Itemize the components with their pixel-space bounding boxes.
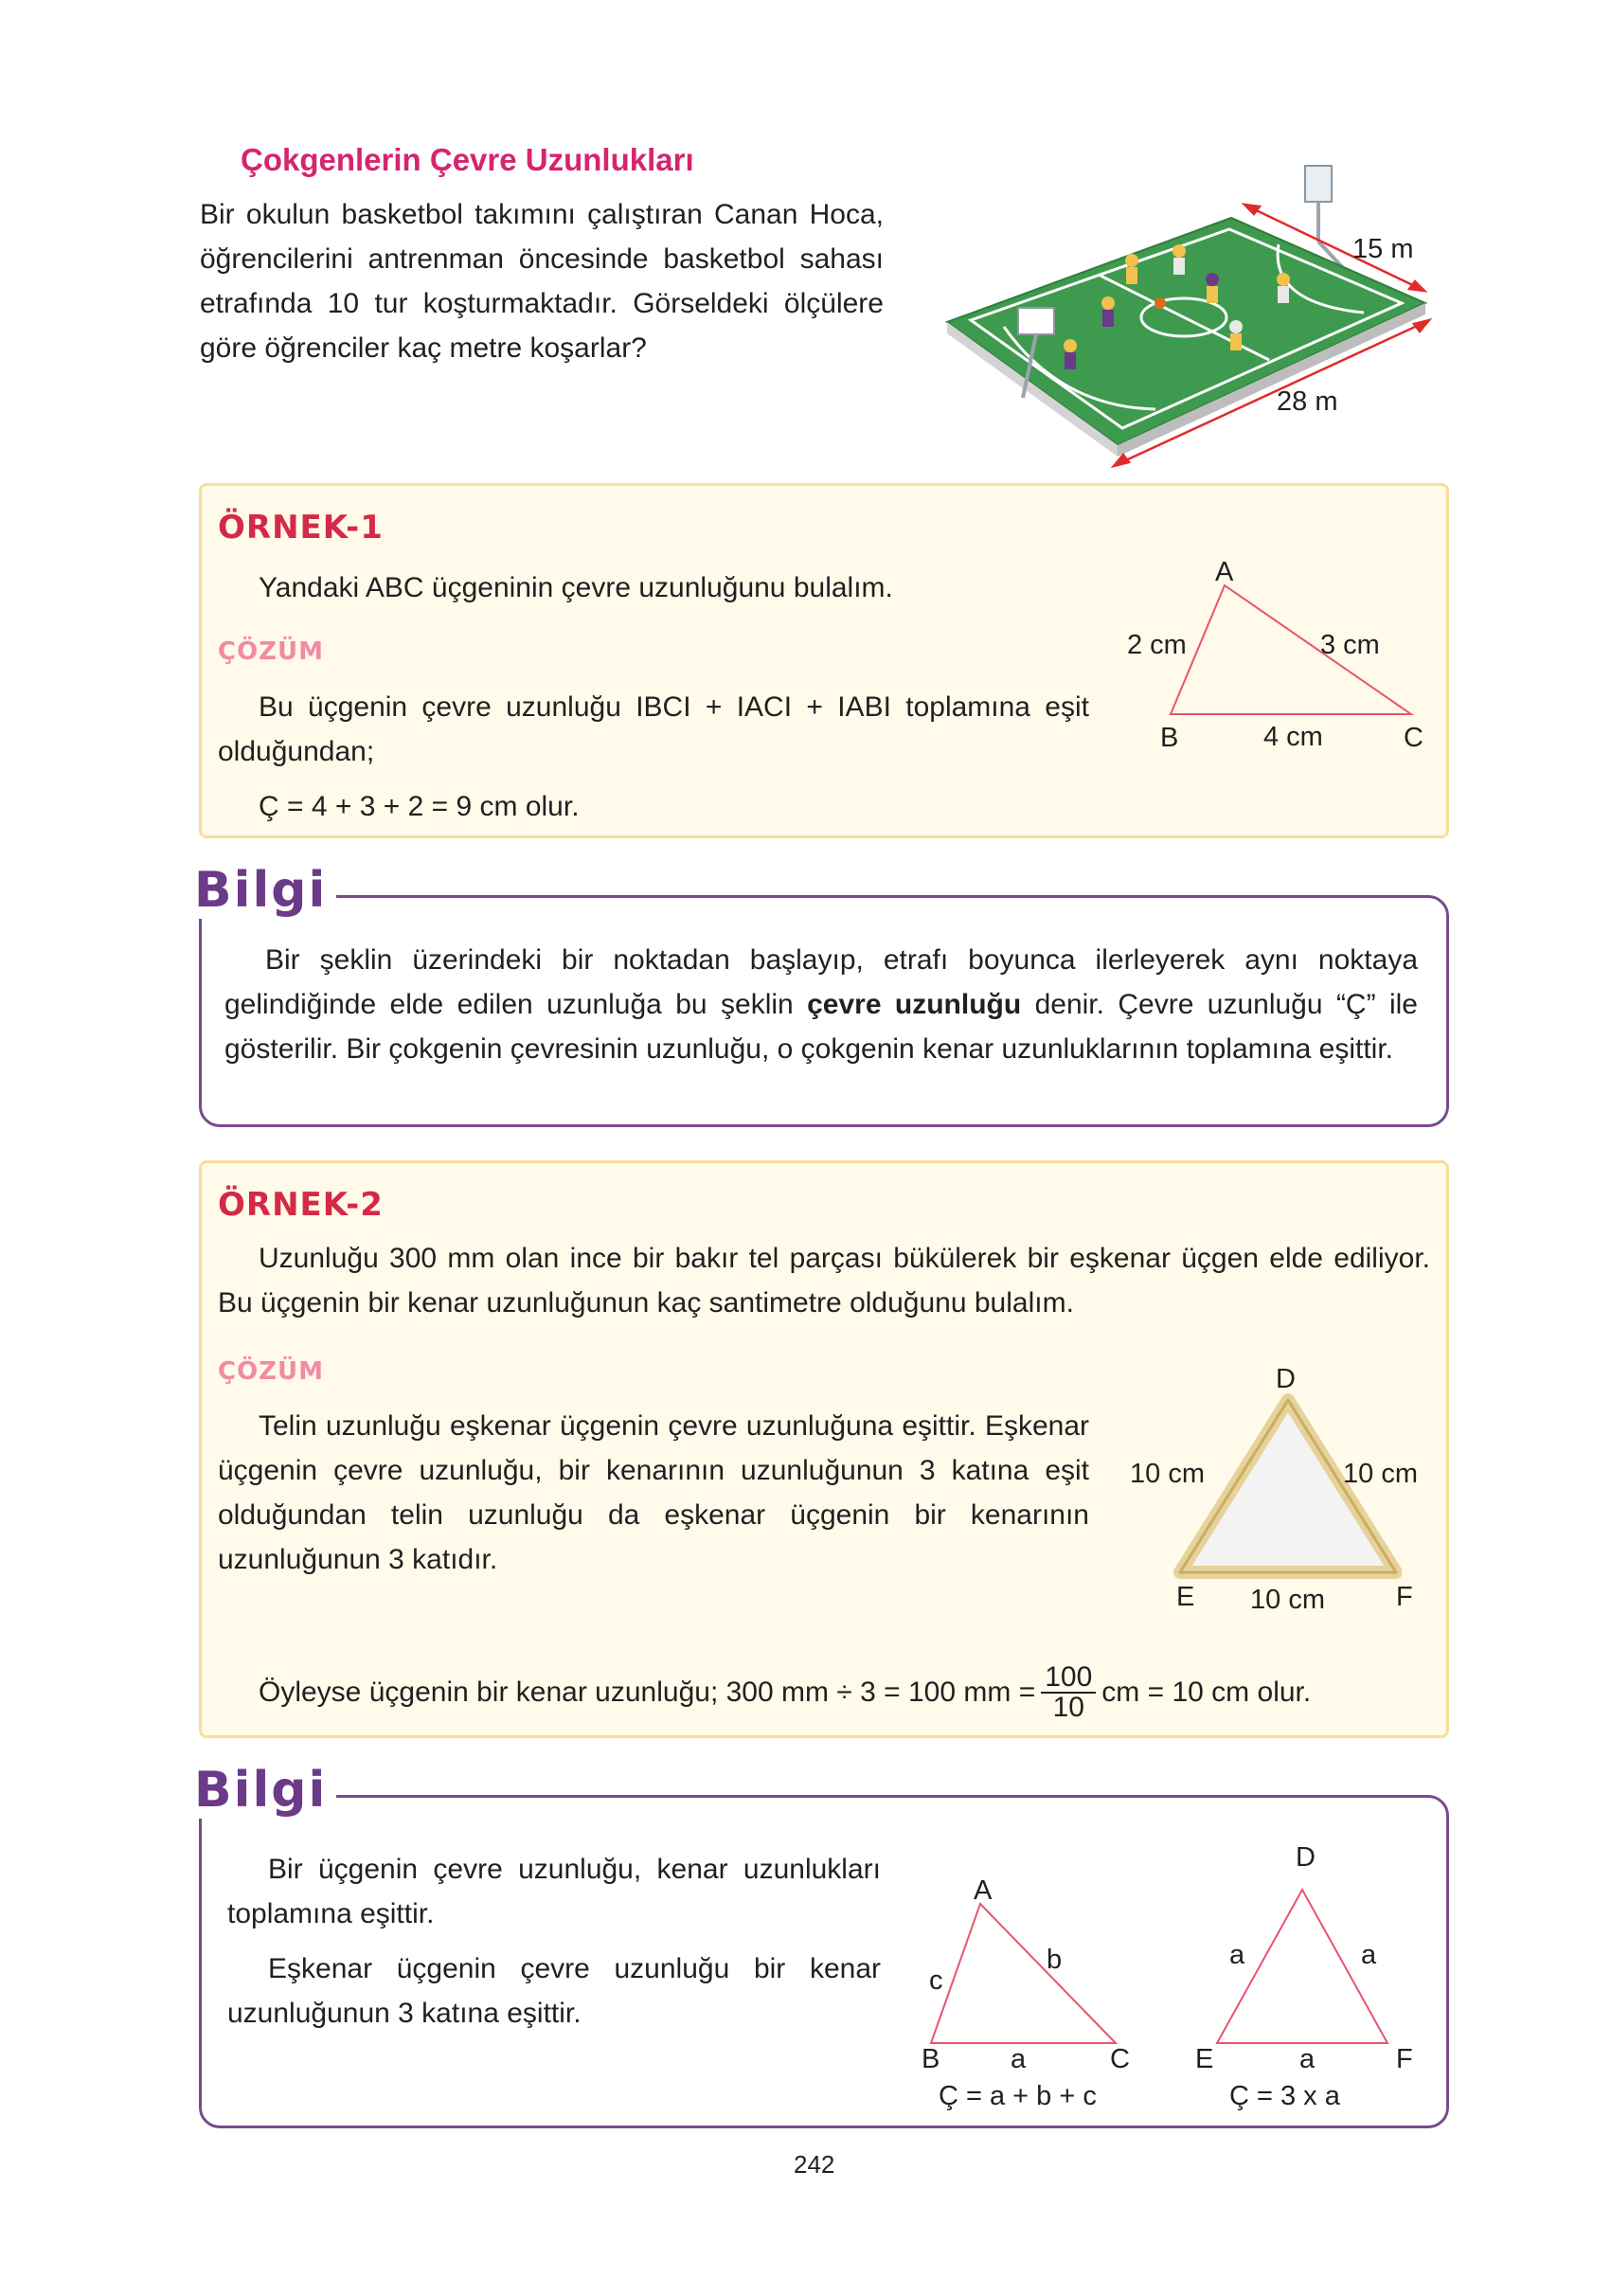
example-1-solution-label: ÇÖZÜM [218,637,325,666]
example-1-label: ÖRNEK-1 [218,509,384,547]
t2-vertex-e: E [1195,2044,1214,2074]
intro-paragraph: Bir okulun basketbol takımını çalıştıran Canan Hoca, öğrencilerini antrenman öncesinde basketbol sahası etrafında 10 tur koşturmaktadır. Görseldeki ölçülere göre öğrenciler kaç metre koşarlar? [200,199,884,364]
t1-side-a: a [1011,2044,1027,2074]
court-width-label: 15 m [1352,234,1414,264]
side-bc-label: 4 cm [1263,722,1323,752]
fraction [1041,1663,1096,1722]
t2-vertex-d: D [1296,1842,1316,1873]
fraction-numerator: 100 [1041,1663,1096,1694]
t1-vertex-a: A [974,1875,993,1906]
info-2-para2: Eşkenar üçgenin çevre uzunluğu bir kenar uzunluğunun 3 katına eşittir. [227,1953,881,2029]
side-ac-label: 3 cm [1320,630,1380,660]
section-title: Çokgenlerin Çevre Uzunlukları [241,142,694,177]
example-2-solution-label: ÇÖZÜM [218,1357,325,1386]
vertex-b: B [1160,723,1179,753]
example-2-result [259,1663,1311,1722]
example-1-result: Ç = 4 + 3 + 2 = 9 cm olur. [259,791,580,822]
info-1-text-before: Bir şeklin üzerindeki bir noktadan başlayıp, etrafı boyunca ilerleyerek aynı noktaya gelindiğinde elde edilen uzunluğa bu şeklin [224,944,1418,1020]
vertex-e: E [1176,1582,1195,1612]
t2-formula: Ç = 3 x a [1229,2081,1340,2111]
example-2-result-suffix: cm = 10 cm olur. [1101,1677,1312,1708]
vertex-c: C [1404,723,1423,753]
t2-side-left: a [1229,1940,1245,1970]
t1-side-b: b [1047,1945,1063,1975]
info-2-triangles [919,1885,1411,2055]
t1-side-c: c [929,1965,943,1996]
example-1-solution-text: Bu üçgenin çevre uzunluğu IBCI + IACI + IABI toplamına eşit olduğundan; [218,691,1089,767]
vertex-d: D [1276,1364,1296,1394]
t1-formula: Ç = a + b + c [939,2081,1097,2111]
side-ef-label: 10 cm [1250,1585,1325,1615]
triangle-def-wire [1165,1392,1402,1591]
example-2-result-prefix: Öyleyse üçgenin bir kenar uzunluğu; 300 mm ÷ 3 = 100 mm = [259,1677,1036,1708]
t1-vertex-b: B [922,2044,940,2074]
fraction-denominator: 10 [1052,1692,1084,1723]
example-2-solution-text: Telin uzunluğu eşkenar üçgenin çevre uzunluğuna eşittir. Eşkenar üçgenin çevre uzunluğu, bir kenarının uzunluğunun 3 katına eşit olduğundan telin uzunluğu da eşkenar üçgenin bir kenarının uzunluğunun 3 katıdır. [218,1410,1089,1575]
info-1-text-bold: çevre uzunluğu [807,989,1022,1020]
example-1-question: Yandaki ABC üçgeninin çevre uzunluğunu bulalım. [259,572,893,603]
court-length-label: 28 m [1277,386,1338,417]
info-2-para1: Bir üçgenin çevre uzunluğu, kenar uzunlukları toplamına eşittir. [227,1854,881,1929]
example-2-label: ÖRNEK-2 [218,1186,384,1224]
side-ab-label: 2 cm [1127,630,1187,660]
side-df-label: 10 cm [1343,1459,1418,1489]
triangle-abc [1155,568,1440,720]
info-2-heading: Bilgi [194,1762,336,1819]
vertex-f: F [1396,1582,1413,1612]
page-number: 242 [794,2150,835,2179]
example-2-question: Uzunluğu 300 mm olan ince bir bakır tel parçası bükülerek bir eşkenar üçgen elde ediliyor. Bu üçgenin bir kenar uzunluğunun kaç santimetre olduğunu bulalım. [218,1243,1430,1318]
t2-side-right: a [1361,1940,1377,1970]
vertex-a: A [1215,557,1234,587]
t1-vertex-c: C [1110,2044,1130,2074]
info-1-text-after: denir. Çevre uzunluğu “Ç” ile gösterilir. Bir çokgenin çevresinin uzunluğu, o çokgenin kenar uzunluklarının toplamına eşittir. [224,989,1418,1065]
info-1-text [224,938,1418,1071]
t2-vertex-f: F [1396,2044,1413,2074]
info-1-heading: Bilgi [194,862,336,919]
t2-side-bottom: a [1299,2044,1316,2074]
basketball-court-illustration [928,161,1459,474]
triangle-abc-general [931,1904,1116,2043]
side-de-label: 10 cm [1130,1459,1205,1489]
